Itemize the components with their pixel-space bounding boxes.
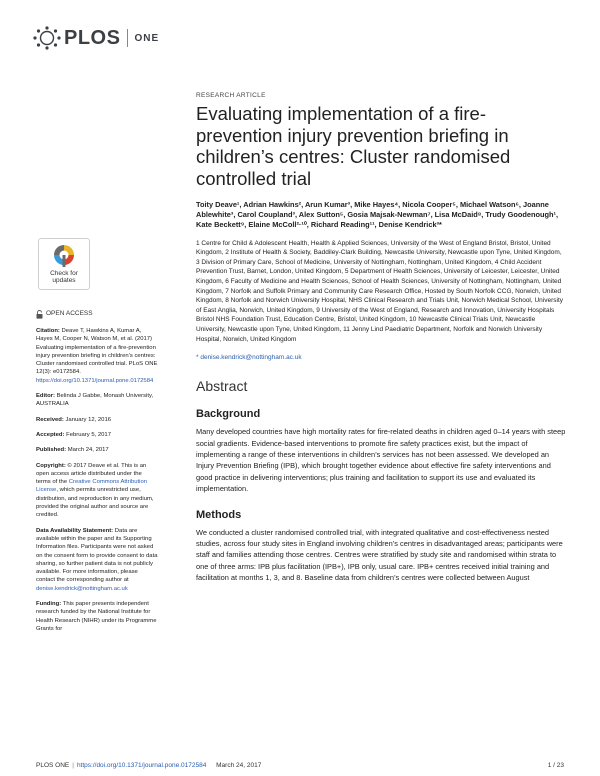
copyright-label: Copyright: [36,462,66,469]
author-email-link[interactable]: denise.kendrick@nottingham.ac.uk [36,585,128,592]
check-for-updates-badge[interactable] [38,238,90,290]
editor-label: Editor: [36,393,55,400]
copyright [36,462,158,520]
citation-label: Citation: [36,328,60,334]
open-access-text: OPEN ACCESS [46,310,93,318]
footer-citation [36,762,548,769]
footer-doi-link[interactable]: https://doi.org/10.1371/journal.pone.0172584 [76,762,207,769]
logo-divider [127,29,128,47]
citation-text: Deave T, Hawkins A, Kumar A, Hayes M, Cooper N, Watson M, et al. (2017) Evaluating implementation of a fire-prevention injury prevention briefing in children’s centres: Cluster randomised controlled trial. PLoS ONE 12(3): e0172584. [36,328,158,376]
received-label: Received: [36,416,64,423]
published-label: Published: [36,447,67,454]
funding-text: This paper presents independent research funded by the National Institute for Health Research (NIHR) under its Programme Grants for [36,601,157,632]
footer-separator: | [72,762,74,769]
article-type: RESEARCH ARTICLE [196,92,266,99]
open-lock-icon [36,310,43,319]
journal-logo[interactable] [32,26,159,50]
section-heading: Methods [196,508,242,521]
page-number: 1 / 23 [547,762,564,769]
crossmark-label [50,270,78,285]
received-date: January 12, 2016 [65,416,112,423]
section-heading: Background [196,408,261,421]
footer-journal: PLOS ONE [36,762,70,769]
funding-label: Funding: [36,601,62,608]
article-main [196,92,566,584]
funding [36,600,158,633]
accepted-date: February 5, 2017 [66,431,111,438]
author-list: Toity Deave¹, Adrian Hawkins², Arun Kumar³, Mike Hayes⁴, Nicola Cooper⁵, Michael Watson⁶, Joanne Ablewhite³, Carol Coupland³, Alex Sutton⁵, Gosia Majsak-Newman⁷, Lisa McDaid⁸, Trudy Goodenough¹, Kate Beckett⁹, Elaine McColl²·¹⁰, Richard Reading¹¹, Denise Kendrick³* [196,200,559,230]
affiliations: 1 Centre for Child & Adolescent Health, Health & Applied Sciences, University of the West of England Bristol, Bristol, United Kingdom, 2 Institute of Health & Society, Baddiley-Clark Building, Newcastle University, Newcastle upon Tyne, United Kingdom, 3 Division of Primary Care, School of Medicine, University of Nottingham, Nottingham, United Kingdom, 4 Child Accident Prevention Trust, Barnet, London, United Kingdom, 5 Department of Health Sciences, University of Leicester, Leicester, United Kingdom, 6 Faculty of Medicine and Health Sciences, School of Health Sciences, University of Nottingham, Nottingham, United Kingdom, 7 Norfolk and Suffolk Primary and Community Care Research Office, Hosted by South Norfolk CCG, Norwich, United Kingdom, 8 Norfolk and Norwich University Hospital, NHS Clinical Research and Trials Unit, Norwich Medical School, University of East Anglia, Norwich, United Kingdom, 9 University of the West of England, Research and Innovation, University Hospitals Bristol NHS Foundation Trust, Education Centre, Bristol, United Kingdom, 10 Newcastle Clinical Trials Unit, Newcastle University, Newcastle upon Tyne, United Kingdom, 11 Jenny Lind Paediatric Department, Norfolk and Norwich University Hospital, Norwich, United Kingdom [196,239,564,343]
abstract-background [196,408,566,494]
editor [36,392,158,409]
open-access-label [36,310,158,319]
section-text: We conducted a cluster randomised controlled trial, with integrated qualitative and cost-effectiveness nested studies, across four study sites in England involving children’s centres in disadvantaged areas; participants were staff and families attending those centres. Centres were stratified by study site and randomised within strata to one of three arms: IPB plus facilitation (IPB+), IPB only, usual care. IPB+ centres received initial training and facilitation at months 1, 3, and 8. Baseline data from children’s centres were collected between August [196,527,563,583]
citation-doi-link[interactable]: https://doi.org/10.1371/journal.pone.0172584 [36,377,154,384]
abstract-heading: Abstract [196,378,248,395]
received [36,416,158,424]
article-metadata [36,310,158,640]
accepted [36,431,158,439]
data-availability [36,527,158,593]
journal-name: PLOS [64,26,121,49]
page-footer [36,762,564,769]
section-text: Many developed countries have high mortality rates for fire-related deaths in children aged 0–14 years with steep social gradients. Evidence-based interventions to promote fire safety practices exist, but the impact of implementing a range of these interventions in children’s services has not been assessed. We developed an Injury Prevention Briefing (IPB), which brought together evidence about effective fire safety interventions and good practice in delivering interventions; plus training and facilitation to support its use and evaluated its implementation. [196,427,566,494]
published-date: March 24, 2017 [67,447,109,454]
plos-logo-icon [32,26,62,50]
copyright-text-end: , which permits unrestricted use, distribution, and reproduction in any medium, provided the original author and source are credited. [36,487,154,519]
published [36,446,158,454]
crossmark-line2: updates [52,277,76,284]
data-availability-text: Data are available within the paper and its Supporting Information files. Participants were not asked on the consent form to provide consent to data sharing, so further patient data is not publicly available. For more information, please contact the corresponding author at [36,527,158,584]
crossmark-line1: Check for [50,269,78,277]
data-availability-label: Data Availability Statement: [36,527,114,534]
crossmark-icon [53,244,75,268]
citation [36,327,158,385]
article-title: Evaluating implementation of a fire-prevention injury prevention briefing in children’s centres: Cluster randomised controlled trial [196,103,511,189]
abstract-methods [196,509,566,584]
corresponding-email[interactable]: * denise.kendrick@nottingham.ac.uk [196,354,302,362]
editor-text: Belinda J Gabbe, Monash University, AUSTRALIA [36,393,154,408]
accepted-label: Accepted: [36,431,65,438]
footer-date: March 24, 2017 [216,762,262,769]
license-link[interactable]: Creative Commons Attribution License [36,479,147,494]
journal-subname: ONE [134,32,160,44]
copyright-text: © 2017 Deave et al. This is an open access article distributed under the terms of the [36,462,147,486]
